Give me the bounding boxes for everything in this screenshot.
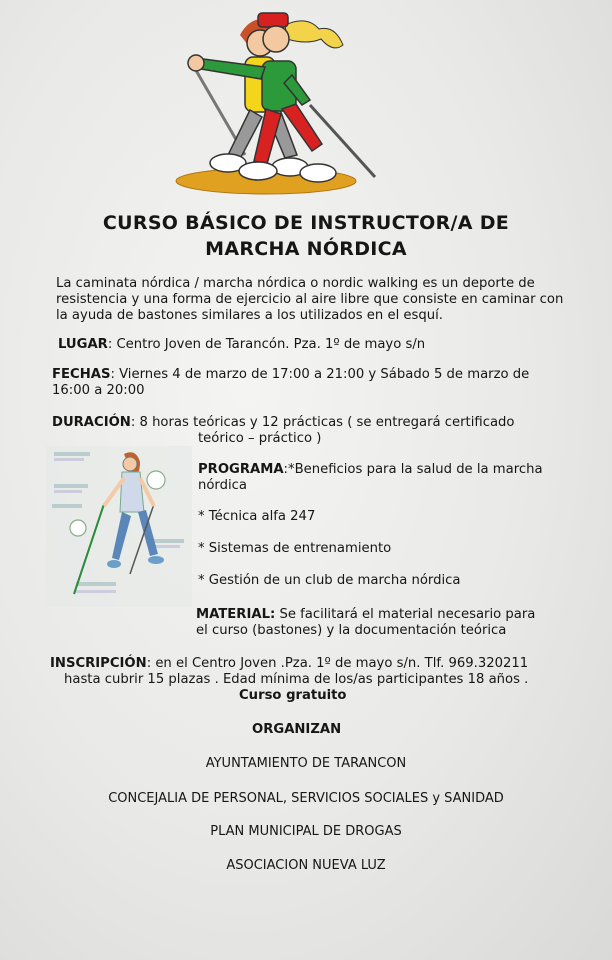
organizan-heading: ORGANIZAN (252, 722, 342, 737)
organizer-line: AYUNTAMIENTO DE TARANCON (205, 756, 407, 771)
cartoon-nordic-walkers-illustration (170, 5, 390, 200)
programa-item: * Gestión de un club de marcha nórdica (198, 573, 461, 588)
title-line-1: CURSO BÁSICO DE INSTRUCTOR/A DE (102, 212, 510, 234)
duracion-label: DURACIÓN (52, 415, 131, 430)
material-section (196, 607, 586, 639)
organizer-line: PLAN MUNICIPAL DE DROGAS (210, 824, 402, 839)
intro-line: resistencia y una forma de ejercicio al aire libre que consiste en caminar con (56, 292, 564, 307)
inscripcion-label: INSCRIPCIÓN (50, 656, 147, 671)
intro-line: La caminata nórdica / marcha nórdica o nordic walking es un deporte de (56, 276, 535, 291)
lugar-text: : Centro Joven de Tarancón. Pza. 1º de mayo s/n (107, 337, 426, 352)
duracion-line-2: teórico – práctico ) (198, 431, 322, 446)
fechas-line-1: : Viernes 4 de marzo de 17:00 a 21:00 y Sábado 5 de marzo de (110, 367, 530, 382)
inscripcion-line-2: hasta cubrir 15 plazas . Edad mínima de los/as participantes 18 años . (64, 672, 529, 687)
material-label: MATERIAL: (196, 607, 276, 622)
programa-item: * Técnica alfa 247 (198, 509, 316, 524)
duracion-line-1: : 8 horas teóricas y 12 prácticas ( se entregará certificado (130, 415, 515, 430)
programa-section (198, 462, 578, 494)
title-line-2: MARCHA NÓRDICA (205, 238, 407, 260)
organizer-line: CONCEJALIA DE PERSONAL, SERVICIOS SOCIALES y SANIDAD (108, 791, 504, 806)
curso-gratuito: Curso gratuito (239, 688, 347, 703)
programa-line-2: nórdica (198, 478, 247, 493)
inscripcion-line-1: : en el Centro Joven .Pza. 1º de mayo s/n. Tlf. 969.320211 (146, 656, 529, 671)
programa-item: * Sistemas de entrenamiento (198, 541, 392, 556)
material-line-1: Se facilitará el material necesario para (275, 607, 536, 622)
programa-label: PROGRAMA (198, 462, 284, 477)
fechas-line-2: 16:00 a 20:00 (52, 383, 145, 398)
organizer-line: ASOCIACION NUEVA LUZ (226, 858, 386, 873)
duracion-section (52, 415, 592, 447)
lugar-label: LUGAR (58, 337, 108, 352)
intro-line: la ayuda de bastones similares a los utilizados en el esquí. (56, 308, 443, 323)
intro-paragraph (56, 276, 576, 324)
material-line-2: el curso (bastones) y la documentación teórica (196, 623, 507, 638)
nordic-walking-technique-diagram (44, 444, 194, 609)
fechas-section (52, 367, 592, 399)
fechas-label: FECHAS (52, 367, 111, 382)
inscripcion-section (50, 656, 600, 688)
lugar-section (58, 337, 425, 353)
programa-line-1: :*Beneficios para la salud de la marcha (283, 462, 543, 477)
